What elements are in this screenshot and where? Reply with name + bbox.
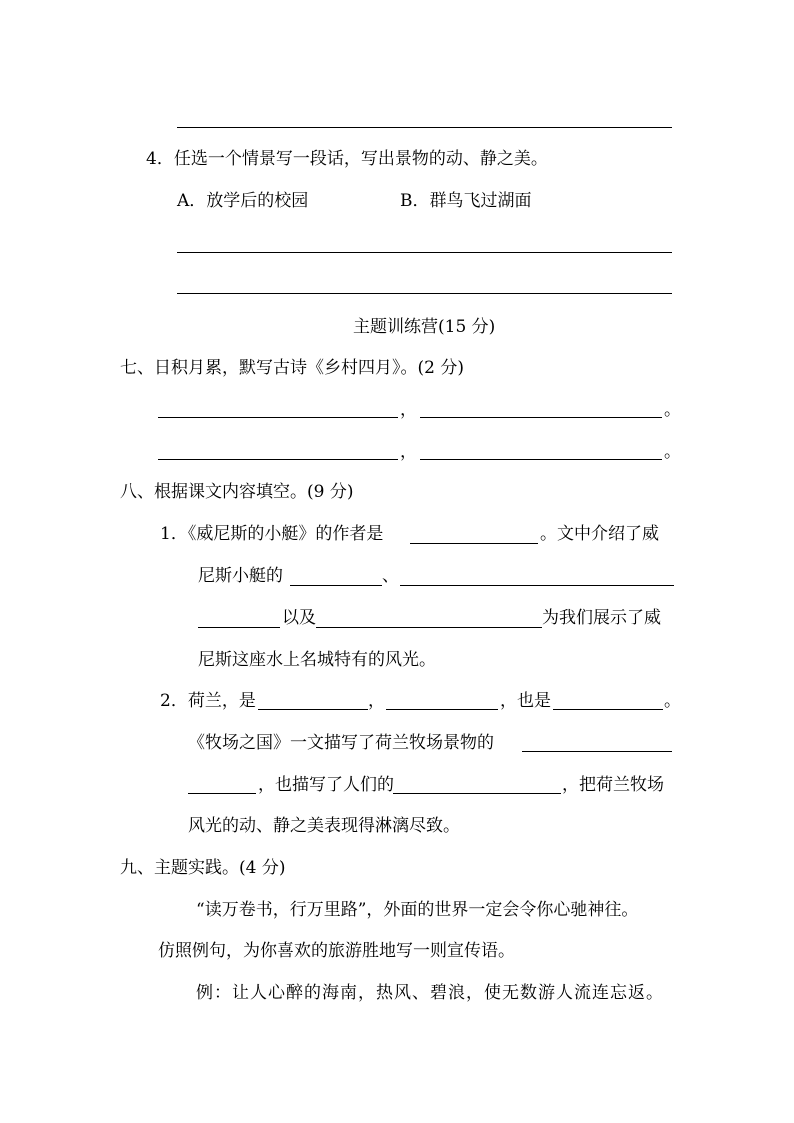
fill-blank[interactable] bbox=[258, 709, 368, 710]
question-4-option-b: B．群鸟飞过湖面 bbox=[400, 191, 532, 211]
q8-item2-sep1: ， bbox=[368, 691, 385, 711]
fill-blank[interactable] bbox=[522, 751, 672, 752]
fill-blank[interactable] bbox=[410, 543, 538, 544]
q8-item1-line3-suffix: 为我们展示了威 bbox=[542, 608, 661, 628]
fill-blank[interactable] bbox=[188, 793, 256, 794]
question-4-option-a: A．放学后的校园 bbox=[177, 191, 309, 211]
q8-item1-line4: 尼斯这座水上名城特有的风光。 bbox=[198, 650, 436, 670]
q8-item1-prefix: 1．《威尼斯的小艇》的作者是 bbox=[160, 524, 384, 544]
poem-blank[interactable] bbox=[420, 459, 662, 460]
question-9-heading: 九、主题实践。(4 分) bbox=[120, 858, 286, 878]
q9-paragraph-line2: 仿照例句，为你喜欢的旅游胜地写一则宣传语。 bbox=[158, 941, 515, 961]
q8-item1-line2-prefix: 尼斯小艇的 bbox=[198, 566, 283, 586]
fill-blank[interactable] bbox=[400, 585, 674, 586]
answer-line[interactable] bbox=[177, 127, 672, 128]
period: 。 bbox=[664, 442, 681, 462]
q8-item2-sep2: ，也是 bbox=[500, 691, 551, 711]
q8-item1-suffix: 。文中介绍了威 bbox=[540, 524, 659, 544]
fill-blank[interactable] bbox=[386, 709, 498, 710]
q8-item2-line3-mid: ，也描写了人们的 bbox=[258, 775, 394, 795]
q8-item2-line3-suffix: ，把荷兰牧场 bbox=[562, 775, 664, 795]
period: 。 bbox=[664, 400, 681, 420]
fill-blank[interactable] bbox=[290, 585, 382, 586]
q8-item2-prefix: 2．荷兰，是 bbox=[160, 691, 256, 711]
comma: ， bbox=[400, 400, 417, 420]
poem-blank[interactable] bbox=[420, 417, 662, 418]
fill-blank[interactable] bbox=[553, 709, 663, 710]
q9-example: 例：让人心醉的海南，热风、碧浪，使无数游人流连忘返。 bbox=[196, 983, 664, 1003]
q8-item1-line2-sep: 、 bbox=[382, 566, 399, 586]
comma: ， bbox=[400, 442, 417, 462]
answer-line[interactable] bbox=[177, 252, 672, 253]
question-8-heading: 八、根据课文内容填空。(9 分) bbox=[120, 482, 354, 502]
fill-blank[interactable] bbox=[316, 627, 542, 628]
q8-item2-line2-prefix: 《牧场之国》一文描写了荷兰牧场景物的 bbox=[188, 733, 494, 753]
answer-line[interactable] bbox=[177, 293, 672, 294]
poem-blank[interactable] bbox=[158, 417, 398, 418]
q9-paragraph-line1: “读万卷书，行万里路”，外面的世界一定会令你心驰神往。 bbox=[196, 900, 639, 920]
q8-item2-line4: 风光的动、静之美表现得淋漓尽致。 bbox=[188, 816, 460, 836]
fill-blank[interactable] bbox=[393, 793, 561, 794]
poem-blank[interactable] bbox=[158, 459, 398, 460]
question-4-prompt: 4．任选一个情景写一段话，写出景物的动、静之美。 bbox=[146, 149, 548, 169]
fill-blank[interactable] bbox=[198, 627, 280, 628]
q8-item1-line3-mid: 以及 bbox=[282, 608, 316, 628]
question-7-heading: 七、日积月累，默写古诗《乡村四月》。(2 分) bbox=[120, 358, 464, 378]
q8-item2-end: 。 bbox=[664, 691, 681, 711]
section-title: 主题训练营(15 分) bbox=[353, 317, 496, 337]
